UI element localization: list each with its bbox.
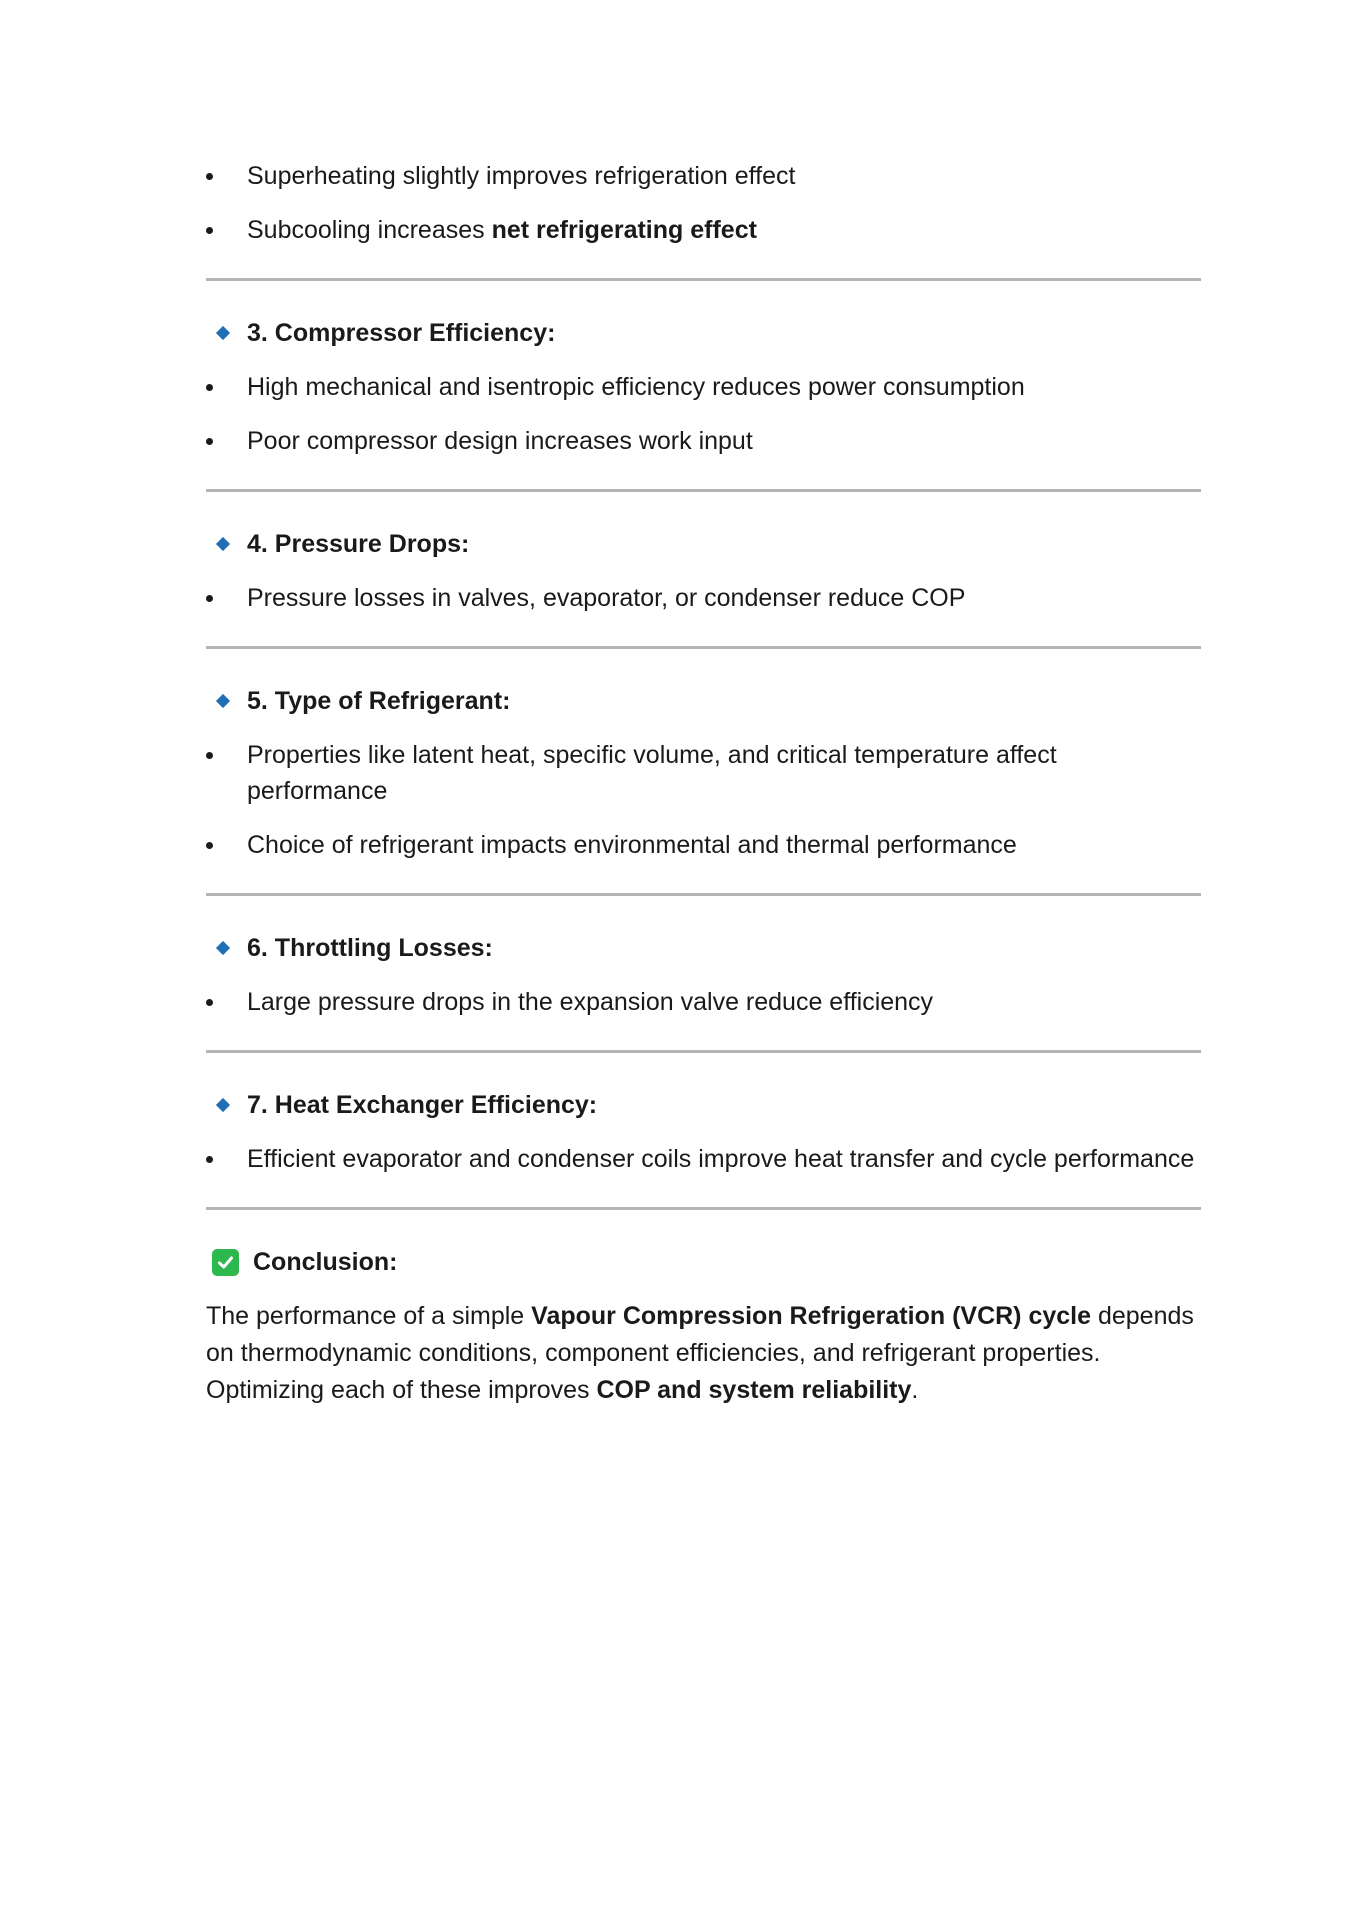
pressure-drops-bullet-list (206, 580, 1201, 616)
conclusion-bold-text: COP and system reliability (596, 1376, 912, 1404)
heat-exchanger-bullet-list (206, 1141, 1201, 1177)
check-icon (212, 1249, 239, 1276)
refrigerant-bullet-list (206, 737, 1201, 863)
conclusion-text: . (911, 1376, 919, 1404)
top-bullet-list (206, 158, 1201, 248)
bullet-bold-text: net refrigerating effect (491, 216, 757, 244)
section-heading-pressure-drops (206, 526, 1201, 562)
bullet-icon (206, 173, 213, 180)
conclusion-bold-text: Vapour Compression Refrigeration (VCR) cycle (531, 1302, 1092, 1330)
section-divider (206, 646, 1201, 649)
section-divider (206, 1050, 1201, 1053)
section-heading-compressor-efficiency (206, 315, 1201, 351)
bullet-text: Subcooling increases (247, 216, 492, 244)
diamond-icon (216, 694, 230, 708)
list-item (206, 984, 1201, 1020)
bullet-icon (206, 999, 213, 1006)
bullet-text: High mechanical and isentropic efficiency reduces power consumption (247, 373, 1025, 401)
bullet-text: Choice of refrigerant impacts environmental and thermal performance (247, 831, 1017, 859)
bullet-text: Efficient evaporator and condenser coils improve heat transfer and cycle performance (247, 1145, 1195, 1173)
section-title: Conclusion: (253, 1248, 398, 1276)
bullet-icon (206, 842, 213, 849)
list-item (206, 1141, 1201, 1177)
bullet-text: Superheating slightly improves refrigeration effect (247, 162, 796, 190)
section-heading-type-of-refrigerant (206, 683, 1201, 719)
section-heading-heat-exchanger-efficiency (206, 1087, 1201, 1123)
section-title: 3. Compressor Efficiency: (247, 319, 556, 347)
compressor-bullet-list (206, 369, 1201, 459)
section-divider (206, 893, 1201, 896)
section-divider (206, 1207, 1201, 1210)
conclusion-text: The performance of a simple (206, 1302, 532, 1330)
bullet-icon (206, 595, 213, 602)
conclusion-paragraph (206, 1298, 1201, 1409)
document-page (206, 158, 1201, 1409)
bullet-text: Large pressure drops in the expansion valve reduce efficiency (247, 988, 934, 1016)
section-divider (206, 489, 1201, 492)
bullet-text: Pressure losses in valves, evaporator, or condenser reduce COP (247, 584, 966, 612)
bullet-icon (206, 752, 213, 759)
bullet-icon (206, 438, 213, 445)
section-title: 5. Type of Refrigerant: (247, 687, 511, 715)
bullet-icon (206, 227, 213, 234)
section-heading-conclusion (206, 1244, 1201, 1280)
list-item (206, 827, 1201, 863)
diamond-icon (216, 537, 230, 551)
section-heading-throttling-losses (206, 930, 1201, 966)
section-title: 4. Pressure Drops: (247, 530, 470, 558)
throttling-bullet-list (206, 984, 1201, 1020)
diamond-icon (216, 1098, 230, 1112)
section-title: 7. Heat Exchanger Efficiency: (247, 1091, 598, 1119)
section-divider (206, 278, 1201, 281)
list-item (206, 158, 1201, 194)
list-item (206, 423, 1201, 459)
list-item (206, 369, 1201, 405)
list-item (206, 580, 1201, 616)
bullet-icon (206, 384, 213, 391)
bullet-text: Poor compressor design increases work input (247, 427, 753, 455)
diamond-icon (216, 326, 230, 340)
section-title: 6. Throttling Losses: (247, 934, 493, 962)
bullet-icon (206, 1156, 213, 1163)
bullet-text: Properties like latent heat, specific volume, and critical temperature affect performance (247, 741, 1057, 805)
list-item (206, 737, 1201, 809)
diamond-icon (216, 941, 230, 955)
list-item (206, 212, 1201, 248)
conclusion-text: depends on thermodynamic conditions, component efficiencies, and refrigerant properties. Optimizing each of these improves (206, 1302, 1194, 1404)
